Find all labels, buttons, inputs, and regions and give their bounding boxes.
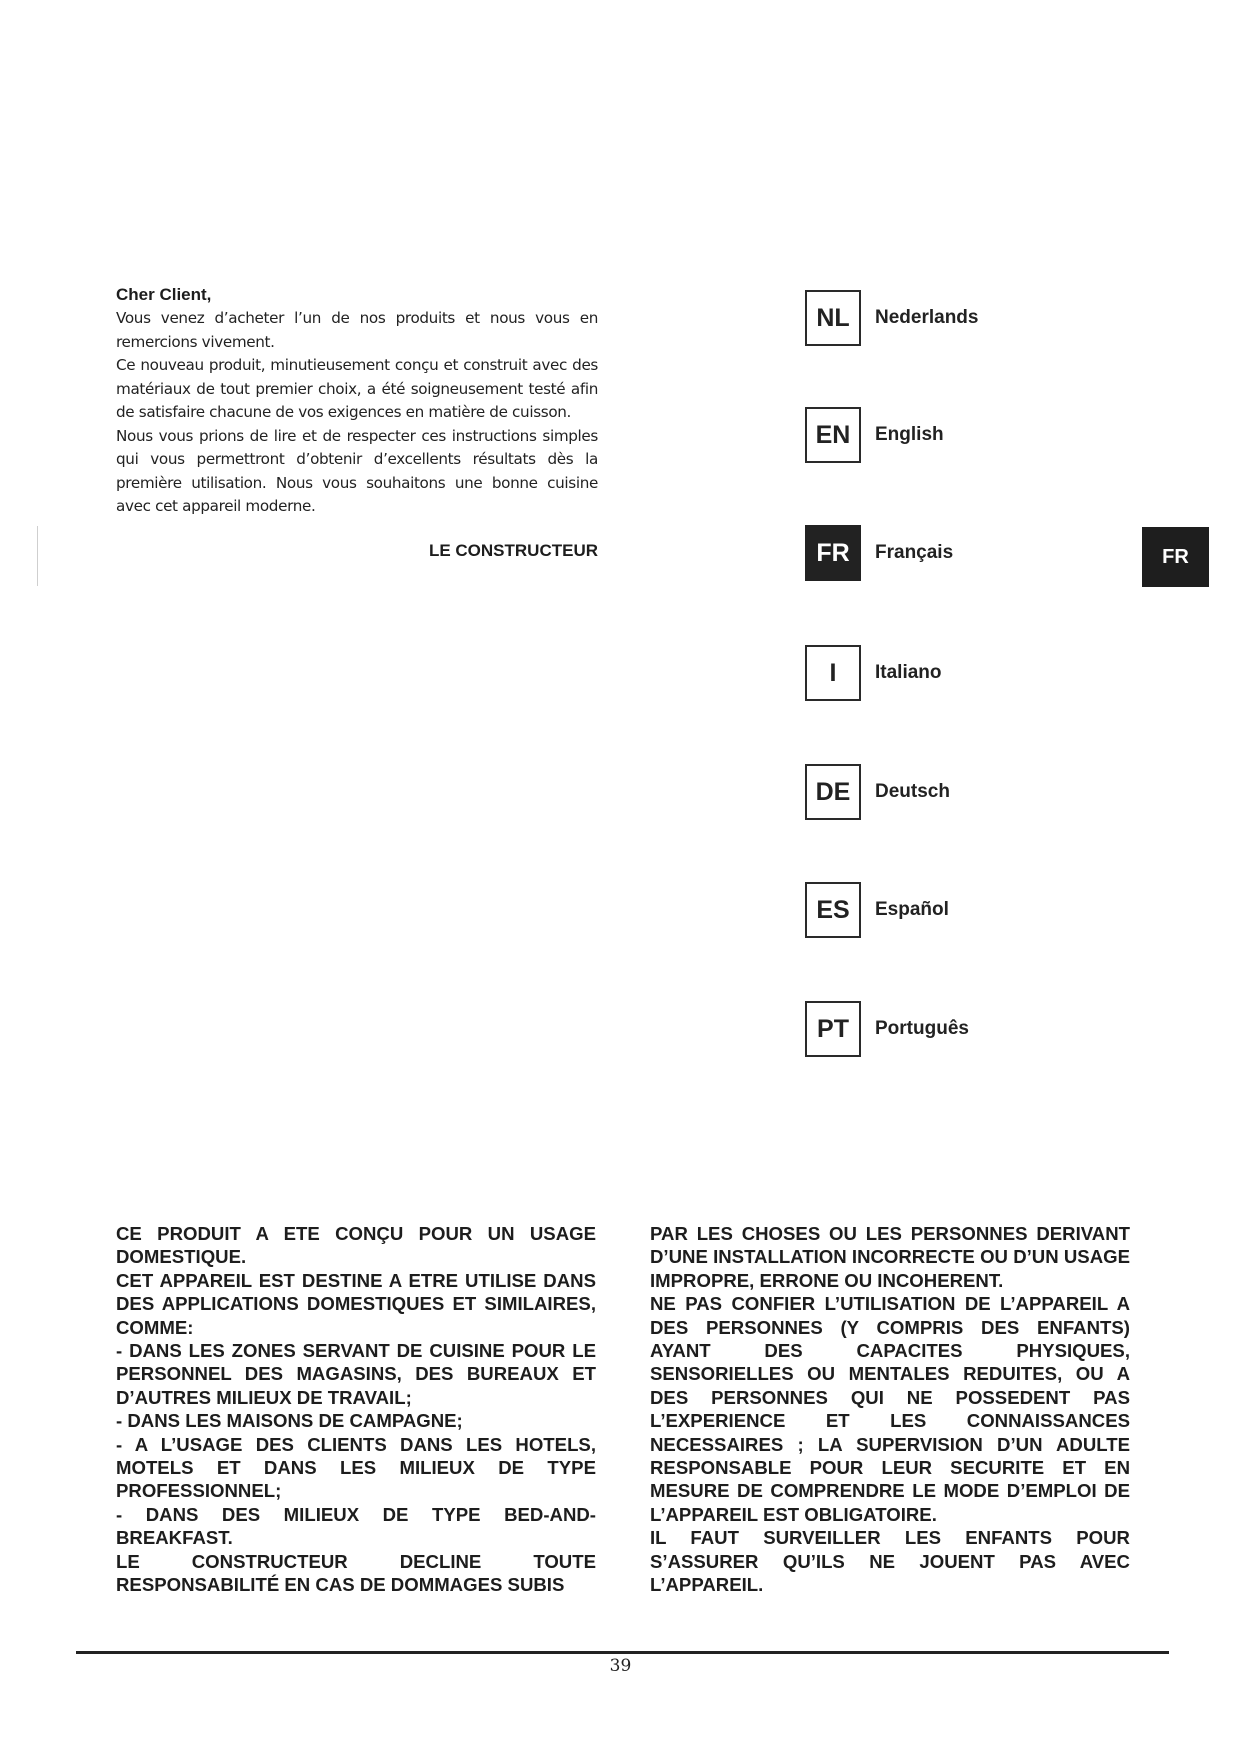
language-item-es[interactable] — [805, 880, 949, 940]
intro-letter — [116, 284, 598, 561]
warning-paragraph: - DANS DES MILIEUX DE TYPE BED-AND-BREAKFAST. — [116, 1503, 596, 1549]
intro-paragraph: Ce nouveau produit, minutieusement conçu et construit avec des matériaux de tout premier choix, a été soigneusement testé afin de satisfaire chacune de vos exigences en matière de cuisson. — [116, 356, 598, 422]
language-name: Français — [875, 542, 954, 563]
language-name: Português — [875, 1018, 969, 1039]
language-item-pt[interactable] — [805, 999, 969, 1059]
warning-paragraph: - A L’USAGE DES CLIENTS DANS LES HOTELS, MOTELS ET DANS LES MILIEUX DE TYPE PROFESSIONNEL; — [116, 1433, 596, 1502]
language-code-box: EN — [805, 407, 861, 463]
language-name: Nederlands — [875, 307, 979, 328]
intro-paragraph: Vous venez d’acheter l’un de nos produits et nous vous en remercions vivement. — [116, 309, 598, 351]
footer-divider — [76, 1651, 1169, 1654]
warning-paragraph: LE CONSTRUCTEUR DECLINE TOUTE RESPONSABILITÉ EN CAS DE DOMMAGES SUBIS — [116, 1550, 596, 1596]
warning-paragraph: PAR LES CHOSES OU LES PERSONNES DERIVANT D’UNE INSTALLATION INCORRECTE OU D’UN USAGE IMPROPRE, ERRONE OU INCOHERENT. — [650, 1223, 1130, 1291]
language-code-box: FR — [805, 525, 861, 581]
language-code-box: PT — [805, 1001, 861, 1057]
page-number: 39 — [609, 1656, 632, 1676]
language-name: English — [875, 424, 944, 445]
margin-mark — [37, 526, 38, 586]
language-name: Deutsch — [875, 781, 950, 802]
warning-paragraph: CET APPAREIL EST DESTINE A ETRE UTILISE DANS DES APPLICATIONS DOMESTIQUES ET SIMILAIRES, COMME: — [116, 1269, 596, 1338]
language-item-en[interactable] — [805, 405, 944, 465]
language-item-fr[interactable] — [805, 523, 953, 583]
language-code-box: NL — [805, 290, 861, 346]
signature: LE CONSTRUCTEUR — [428, 540, 598, 560]
warning-paragraph: IL FAUT SURVEILLER LES ENFANTS POUR S’ASSURER QU’ILS NE JOUENT PAS AVEC L’APPAREIL. — [650, 1527, 1130, 1596]
language-item-nl[interactable] — [805, 288, 978, 348]
language-name: Italiano — [875, 662, 942, 683]
language-code-box: I — [805, 645, 861, 701]
language-code-box: DE — [805, 764, 861, 820]
warning-paragraph: CE PRODUIT A ETE CONÇU POUR UN USAGE DOMESTIQUE. — [116, 1223, 596, 1268]
language-code-box: ES — [805, 882, 861, 938]
warning-paragraph: - DANS LES MAISONS DE CAMPAGNE; — [116, 1410, 463, 1432]
warning-column-left — [116, 1222, 596, 1597]
warning-column-right — [650, 1222, 1130, 1597]
greeting: Cher Client, — [116, 285, 212, 304]
section-tab-fr[interactable]: FR — [1142, 527, 1209, 587]
language-item-de[interactable] — [805, 762, 950, 822]
warning-paragraph: - DANS LES ZONES SERVANT DE CUISINE POUR LE PERSONNEL DES MAGASINS, DES BUREAUX ET D’AUTRES MILIEUX DE TRAVAIL; — [116, 1340, 596, 1408]
intro-paragraph: Nous vous prions de lire et de respecter ces instructions simples qui vous permettront d’obtenir d’excellents résultats dès la première utilisation. Nous vous souhaitons une bonne cuisine avec cet appareil moderne. — [116, 426, 598, 516]
warning-paragraph: NE PAS CONFIER L’UTILISATION DE L’APPAREIL A DES PERSONNES (Y COMPRIS DES ENFANTS) AYANT DES CAPACITES PHYSIQUES, SENSORIELLES OU MENTALES REDUITES, OU A DES PERSONNES QUI NE POSSEDENT PAS L’EXPERIENCE ET LES CONNAISSANCES NECESSAIRES ; LA SUPERVISION D’UN ADULTE RESPONSABLE POUR LEUR SECURITE ET EN MESURE DE COMPRENDRE LE MODE D’EMPLOI DE L’APPAREIL EST OBLIGATOIRE. — [650, 1293, 1130, 1525]
language-name: Español — [875, 899, 949, 920]
language-item-it[interactable] — [805, 643, 942, 703]
